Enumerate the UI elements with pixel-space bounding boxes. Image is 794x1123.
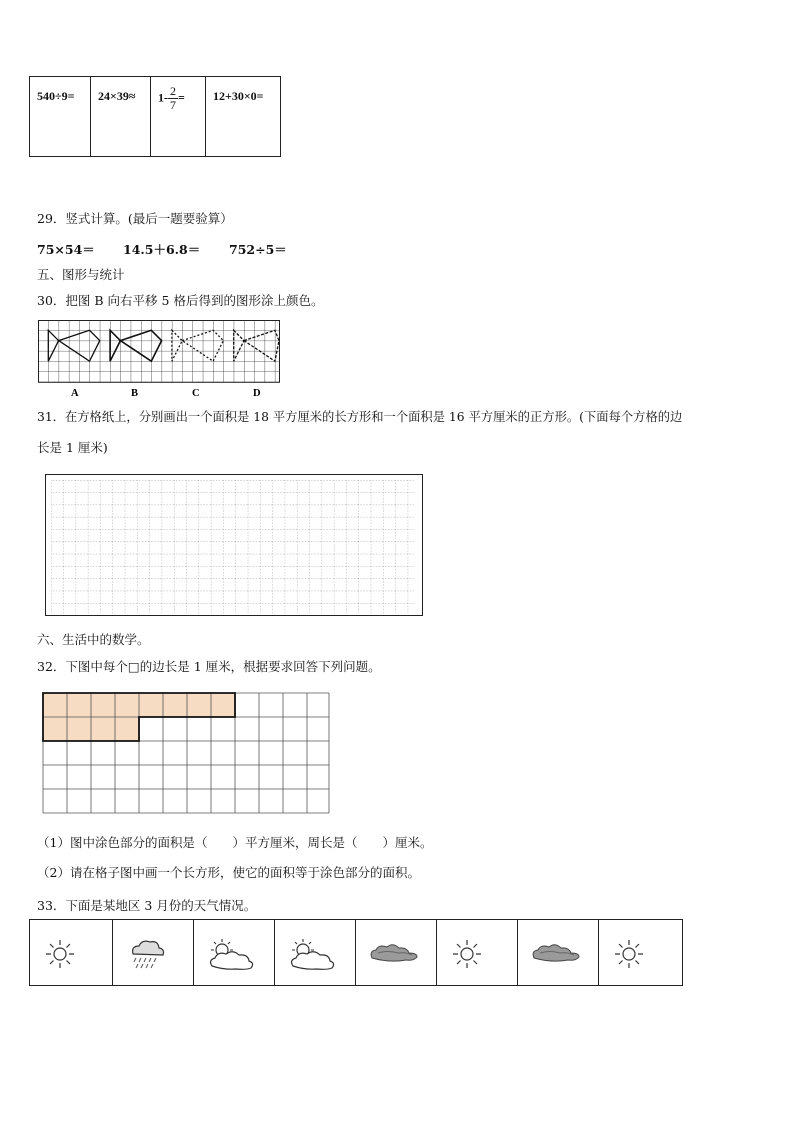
- q29-problem: 752÷5＝: [229, 242, 287, 257]
- q29-problem: 14.5＋6.8＝: [123, 242, 201, 257]
- calc-cell: 24×39≈: [91, 77, 151, 157]
- calc-table: [29, 76, 281, 157]
- q29-problem: 75×54＝: [37, 242, 95, 257]
- q30-title: 30．把图 B 向右平移 5 格后得到的图形涂上颜色。: [37, 293, 324, 308]
- label-a: A: [71, 388, 79, 399]
- q33-title: 33．下面是某地区 3 月份的天气情况。: [37, 898, 257, 913]
- weather-cell: [437, 920, 518, 986]
- calc-cell-fraction: 1- $\frac{2}{7}$ =: [151, 77, 206, 157]
- area-grid: [42, 692, 332, 817]
- cloudy-icon: [530, 938, 582, 968]
- sunny-icon: [611, 938, 647, 970]
- q29-title: 29．竖式计算。(最后一题要验算）: [37, 211, 233, 226]
- weather-cell: [518, 920, 599, 986]
- sunny-icon: [449, 938, 485, 970]
- label-d: D: [253, 388, 261, 399]
- label-c: C: [192, 388, 200, 399]
- q32-sub2: （2）请在格子图中画一个长方形，使它的面积等于涂色部分的面积。: [37, 865, 420, 880]
- partly-cloudy-icon: [287, 938, 339, 974]
- weather-cell: [275, 920, 356, 986]
- cloudy-icon: [368, 938, 420, 968]
- fraction: $\frac{2}{7}$: [170, 84, 176, 112]
- translation-grid: [38, 320, 283, 400]
- section-five-heading: 五、图形与统计: [37, 267, 125, 282]
- weather-cell: [30, 920, 113, 986]
- dotted-grid-paper: [45, 474, 425, 618]
- q32-sub1: （1）图中涂色部分的面积是（ ）平方厘米，周长是（ ）厘米。: [37, 835, 433, 850]
- weather-cell: [194, 920, 275, 986]
- q32-title: 32．下图中每个□的边长是 1 厘米，根据要求回答下列问题。: [37, 659, 381, 674]
- calc-cell: 12+30×0=: [206, 77, 281, 157]
- weather-cell: [356, 920, 437, 986]
- calc-cell: 540÷9=: [30, 77, 91, 157]
- weather-cell: [113, 920, 194, 986]
- weather-table: [29, 919, 683, 986]
- q31-text-line2: 长是 1 厘米): [37, 440, 108, 455]
- sunny-icon: [42, 938, 78, 970]
- partly-cloudy-icon: [206, 938, 258, 974]
- weather-cell: [599, 920, 683, 986]
- section-six-heading: 六、生活中的数学。: [37, 632, 150, 647]
- q31-text-line1: 31．在方格纸上，分别画出一个面积是 18 平方厘米的长方形和一个面积是 16 平方厘米的正方形。(下面每个方格的边: [37, 410, 683, 424]
- rain-cloud-icon: [125, 938, 169, 974]
- label-b: B: [131, 388, 139, 399]
